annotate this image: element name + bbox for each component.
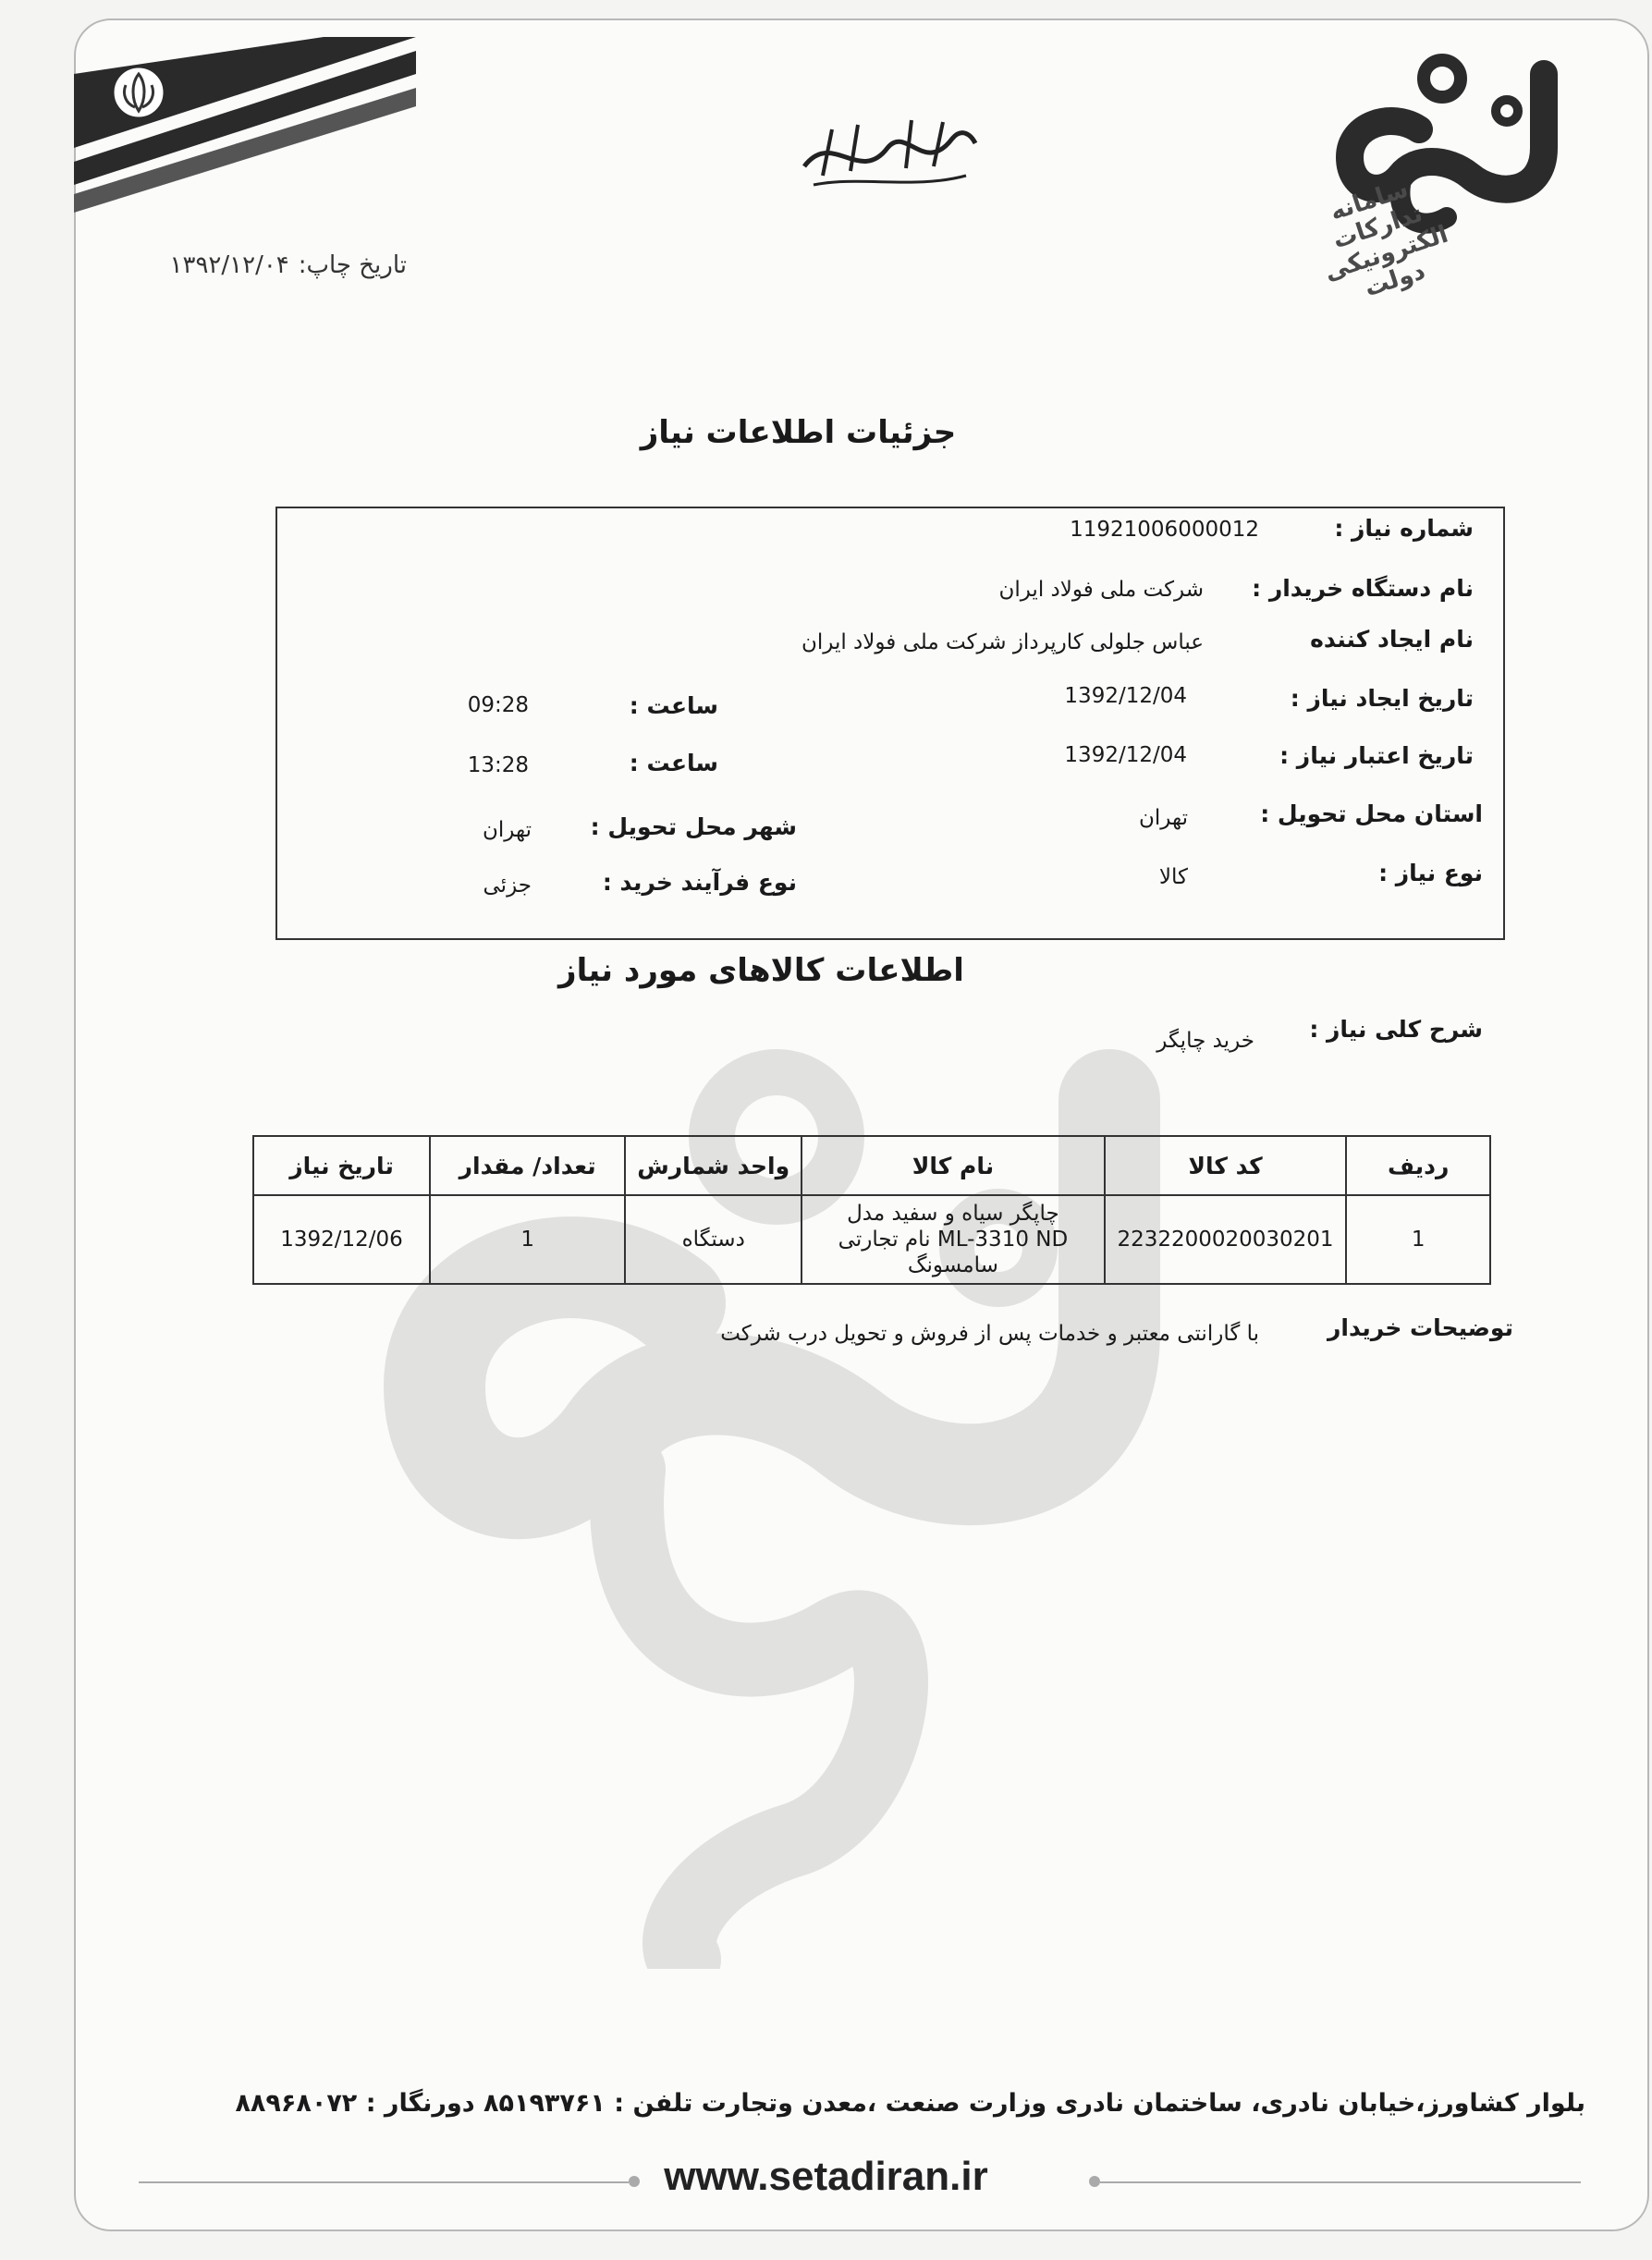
cell-qty: 1: [430, 1195, 625, 1284]
created-date-label: تاریخ ایجاد نیاز :: [1290, 685, 1474, 712]
valid-date-label: تاریخ اعتبار نیاز :: [1279, 742, 1474, 769]
cell-row-number: 1: [1346, 1195, 1490, 1284]
cell-name-line2: ML-3310 ND نام تجارتی: [838, 1228, 1069, 1252]
col-header-unit: واحد شمارش: [625, 1136, 802, 1195]
col-header-name: نام کالا: [802, 1136, 1104, 1195]
created-date-value: 1392/12/04: [1064, 684, 1187, 708]
need-details-box: [275, 507, 1505, 940]
city-value: تهران: [483, 818, 532, 842]
print-date-label: تاریخ چاپ:: [298, 251, 407, 279]
footer-website-link[interactable]: www.setadiran.ir: [664, 2154, 988, 2199]
print-date-value: ۱۳۹۲/۱۲/۰۴: [169, 251, 289, 279]
goods-table-header: [253, 1136, 1490, 1195]
print-date: [129, 251, 407, 279]
cell-date: 1392/12/06: [253, 1195, 430, 1284]
city-label: شهر محل تحویل :: [590, 813, 797, 840]
goods-section-title: اطلاعات کالاهای مورد نیاز: [558, 952, 964, 989]
col-header-code: کد کالا: [1105, 1136, 1347, 1195]
creator-value: عباس جلولی کارپرداز شرکت ملی فولاد ایران: [801, 630, 1204, 654]
general-desc-label: شرح کلی نیاز :: [1309, 1016, 1483, 1043]
province-label: استان محل تحویل :: [1260, 800, 1483, 827]
need-number-value: 11921006000012: [1070, 518, 1259, 542]
page-title: جزئیات اطلاعات نیاز: [640, 414, 957, 451]
buyer-notes-label: توضیحات خریدار: [1327, 1314, 1513, 1341]
cell-name-line1: چاپگر سیاه و سفید مدل: [847, 1202, 1059, 1226]
creator-label: نام ایجاد کننده: [1310, 626, 1474, 653]
buyer-label: نام دستگاه خریدار :: [1252, 575, 1474, 602]
col-header-row: ردیف: [1346, 1136, 1490, 1195]
need-type-label: نوع نیاز :: [1378, 860, 1483, 886]
process-type-label: نوع فرآیند خرید :: [602, 869, 797, 896]
province-value: تهران: [1139, 806, 1188, 830]
bismillah-calligraphy: [795, 111, 980, 194]
cell-unit: دستگاه: [625, 1195, 802, 1284]
col-header-date: تاریخ نیاز: [253, 1136, 430, 1195]
need-type-value: کالا: [1158, 865, 1188, 889]
buyer-value: شرکت ملی فولاد ایران: [998, 578, 1204, 602]
cell-code: 2232200020030201: [1105, 1195, 1347, 1284]
created-time-label: ساعت :: [629, 692, 718, 719]
buyer-notes-value: با گارانتی معتبر و خدمات پس از فروش و تحویل درب شرکت: [720, 1322, 1259, 1346]
col-header-qty: تعداد/ مقدار: [430, 1136, 625, 1195]
diagonal-stripe-band: [74, 37, 416, 213]
logo-caption: سامانه تدارکات الکترونیکی دولت: [1321, 175, 1452, 303]
footer-address: بلوار کشاورز،خیابان نادری، ساختمان نادری وزارت صنعت ،معدن وتجارت تلفن : ۸۵۱۹۳۷۶۱ دورنگار : ۸۸۹۶۸۰۷۲: [235, 2089, 1585, 2118]
iran-emblem-icon: [111, 65, 166, 120]
cell-name-line3: سامسونگ: [907, 1253, 998, 1277]
general-desc-value: خرید چاپگر: [1156, 1029, 1254, 1053]
valid-time-label: ساعت :: [629, 750, 718, 776]
created-time-value: 09:28: [467, 693, 529, 717]
table-row: [253, 1195, 1490, 1284]
goods-table: [252, 1135, 1491, 1285]
cell-name: [802, 1195, 1104, 1284]
valid-time-value: 13:28: [467, 753, 529, 777]
need-number-label: شماره نیاز :: [1334, 515, 1474, 542]
valid-date-value: 1392/12/04: [1064, 743, 1187, 767]
process-type-value: جزئی: [483, 873, 532, 898]
